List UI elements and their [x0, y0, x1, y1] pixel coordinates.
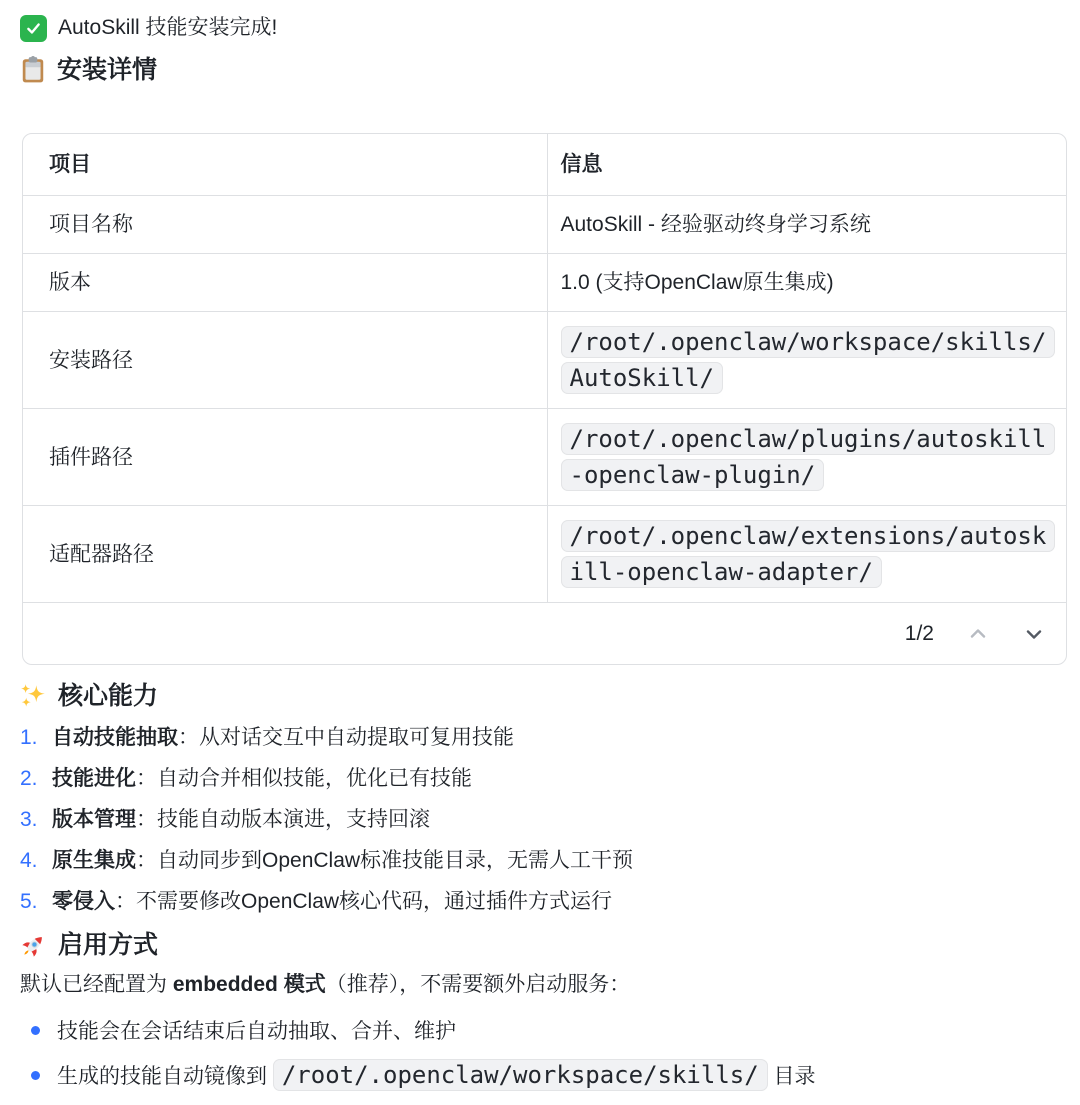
cell-info [547, 312, 1066, 409]
cell-info [547, 506, 1066, 603]
table-row [23, 254, 1066, 312]
list-number: 5. [20, 890, 38, 913]
bullet-text: 生成的技能自动镜像到 /root/.openclaw/workspace/skills/ 目录 [57, 1061, 816, 1089]
list-item [20, 764, 1066, 794]
section-heading-install-details [20, 53, 1066, 87]
list-number: 4. [20, 849, 38, 872]
table-header-row [23, 134, 1066, 196]
list-item [20, 846, 1066, 876]
table-row [23, 506, 1066, 603]
bullet-text: 技能会在会话结束后自动抽取、合并、维护 [57, 1020, 456, 1043]
chevron-up-icon [966, 622, 990, 646]
cell-text: AutoSkill - 经验驱动终身学习系统 [560, 213, 871, 236]
cell-item: 适配器路径 [49, 542, 154, 566]
list-item [20, 1011, 1066, 1049]
table-row [23, 409, 1066, 506]
list-item [20, 805, 1066, 835]
section-title: 核心能力 [58, 682, 159, 710]
cell-item: 安装路径 [49, 348, 133, 372]
table-header-item: 项目 [49, 153, 91, 176]
list-item [20, 1056, 1066, 1094]
list-number: 3. [20, 808, 38, 831]
page-down-button[interactable] [1022, 622, 1046, 646]
table-row [23, 312, 1066, 409]
table-header-info: 信息 [547, 134, 1066, 196]
list-text: 零侵入：不需要修改OpenClaw核心代码，通过插件方式运行 [52, 890, 613, 913]
table-pagination-row [23, 603, 1066, 665]
section-title: 启用方式 [58, 931, 159, 959]
cell-info [547, 409, 1066, 506]
status-line [20, 13, 1066, 43]
adapter-path-code: /root/.openclaw/extensions/autoskill-openclaw-adapter/ [561, 520, 1056, 588]
pagination-controls [23, 603, 1066, 664]
clipboard-icon [20, 56, 46, 84]
page-indicator: 1/2 [904, 622, 934, 645]
cell-info [547, 254, 1066, 312]
skills-dir-code: /root/.openclaw/workspace/skills/ [273, 1059, 768, 1091]
list-text: 自动技能抽取：从对话交互中自动提取可复用技能 [52, 726, 514, 749]
install-details-table [22, 133, 1067, 665]
install-path-code: /root/.openclaw/workspace/skills/AutoSkill/ [561, 326, 1056, 394]
section-title: 安装详情 [57, 56, 158, 84]
list-text: 版本管理：技能自动版本演进，支持回滚 [52, 808, 430, 831]
cell-info [547, 196, 1066, 254]
list-number: 2. [20, 767, 38, 790]
bullet-dot-icon [31, 1071, 40, 1080]
status-text: AutoSkill 技能安装完成! [58, 16, 278, 39]
cell-item: 插件路径 [49, 445, 133, 469]
chevron-down-icon [1022, 622, 1046, 646]
capability-list [20, 723, 1066, 917]
page-up-button[interactable] [966, 622, 990, 646]
sparkles-icon [20, 683, 47, 710]
embedded-mode-label: embedded 模式 [172, 973, 326, 996]
cell-item: 项目名称 [49, 213, 133, 236]
list-item [20, 887, 1066, 917]
bullet-dot-icon [31, 1026, 40, 1035]
plugin-path-code: /root/.openclaw/plugins/autoskill-openclaw-plugin/ [561, 423, 1056, 491]
list-number: 1. [20, 726, 38, 749]
cell-text: 1.0 (支持OpenClaw原生集成) [560, 271, 834, 294]
section-heading-enable-method [20, 928, 1066, 962]
list-item [20, 723, 1066, 753]
rocket-icon [20, 932, 47, 959]
enable-bullet-list [20, 1011, 1066, 1094]
list-text: 原生集成：自动同步到OpenClaw标准技能目录，无需人工干预 [52, 849, 634, 872]
list-text: 技能进化：自动合并相似技能，优化已有技能 [52, 767, 472, 790]
table-row [23, 196, 1066, 254]
cell-item: 版本 [49, 271, 91, 294]
section-heading-core-capabilities [20, 679, 1066, 713]
check-icon [20, 15, 47, 42]
enable-description: 默认已经配置为 embedded 模式（推荐），不需要额外启动服务： [20, 973, 631, 996]
